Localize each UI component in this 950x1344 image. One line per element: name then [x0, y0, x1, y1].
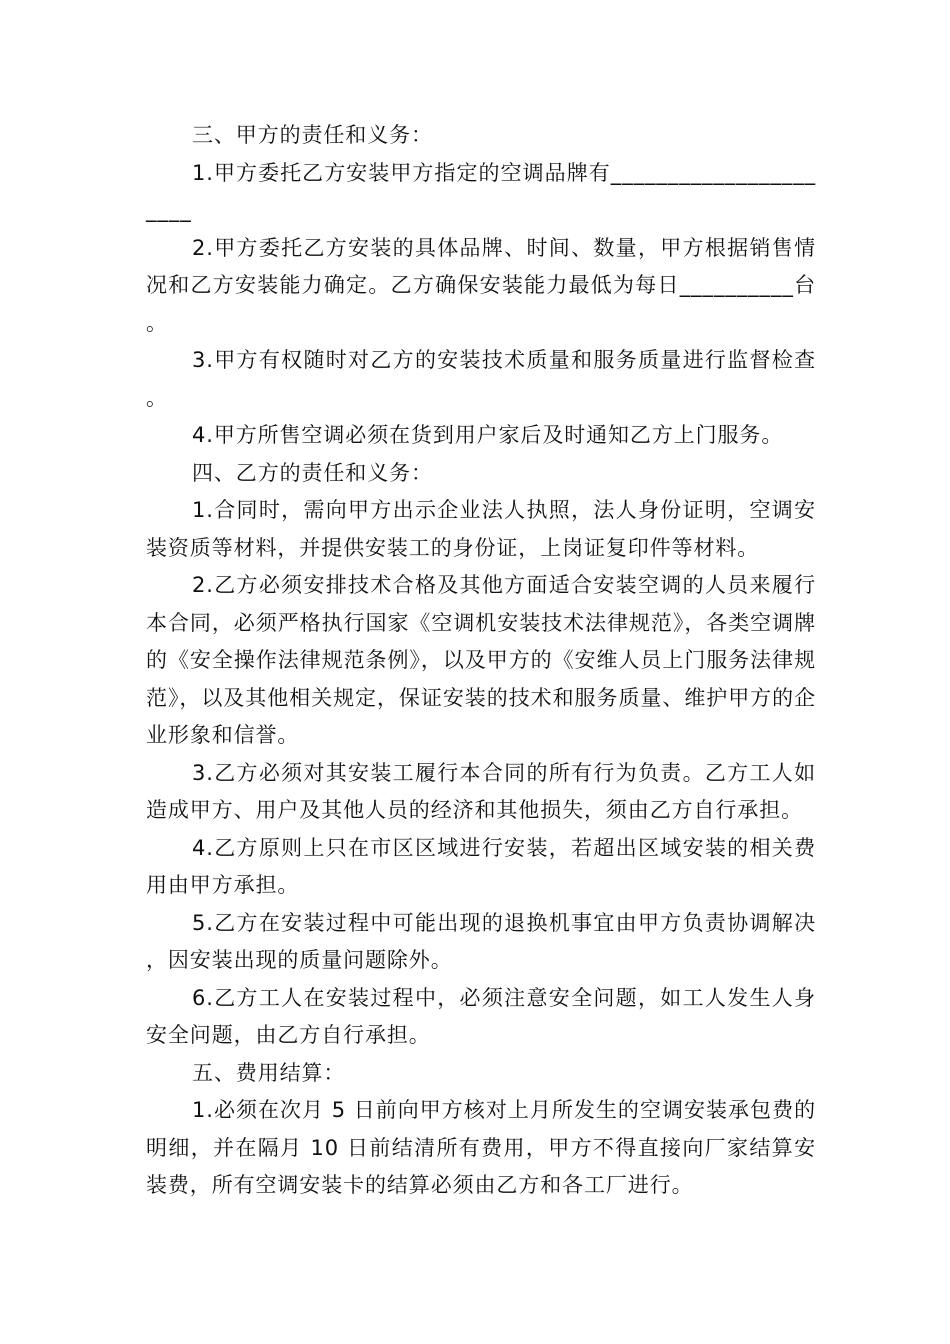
clause-5-1: 1.必须在次月 5 日前向甲方核对上月所发生的空调安装承包费的明细，并在隔月 10 日前结清所有费用，甲方不得直接向厂家结算安装费，所有空调安装卡的结算必须由乙方和各工厂进行。	[146, 1098, 816, 1197]
clause-4-6: 6.乙方工人在安装过程中，必须注意安全问题，如工人发生人身安全问题，由乙方自行承担。	[146, 985, 816, 1047]
clause-3-1: 1.甲方委托乙方安装甲方指定的空调品牌有______________________	[146, 160, 816, 222]
clause-4-2: 2.乙方必须安排技术合格及其他方面适合安装空调的人员来履行本合同，必须严格执行国家《空调机安装技术法律规范》，各类空调牌的《安全操作法律规范条例》，以及甲方的《安维人员上门服务法律规范》，以及其他相关规定，保证安装的技术和服务质量、维护甲方的企业形象和信誉。	[146, 573, 816, 747]
clause-3-3: 3.甲方有权随时对乙方的安装技术质量和服务质量进行监督检查。	[146, 348, 816, 410]
clause-4-5: 5.乙方在安装过程中可能出现的退换机事宜由甲方负责协调解决，因安装出现的质量问题除外。	[146, 910, 816, 972]
section-3-heading: 三、甲方的责任和义务：	[192, 123, 433, 147]
clause-3-2: 2.甲方委托乙方安装的具体品牌、时间、数量，甲方根据销售情况和乙方安装能力确定。乙方确保安装能力最低为每日__________台。	[146, 235, 816, 335]
clause-4-1: 1.合同时，需向甲方出示企业法人执照，法人身份证明，空调安装资质等材料，并提供安装工的身份证，上岗证复印件等材料。	[146, 498, 816, 560]
section-5-heading: 五、费用结算：	[192, 1060, 346, 1085]
document-body	[146, 117, 816, 1205]
clause-4-4: 4.乙方原则上只在市区区域进行安装，若超出区域安装的相关费用由甲方承担。	[146, 835, 816, 897]
section-4-heading: 四、乙方的责任和义务：	[192, 460, 433, 485]
clause-4-3: 3.乙方必须对其安装工履行本合同的所有行为负责。乙方工人如造成甲方、用户及其他人员的经济和其他损失，须由乙方自行承担。	[146, 760, 816, 822]
clause-3-4: 4.甲方所售空调必须在货到用户家后及时通知乙方上门服务。	[192, 423, 784, 447]
